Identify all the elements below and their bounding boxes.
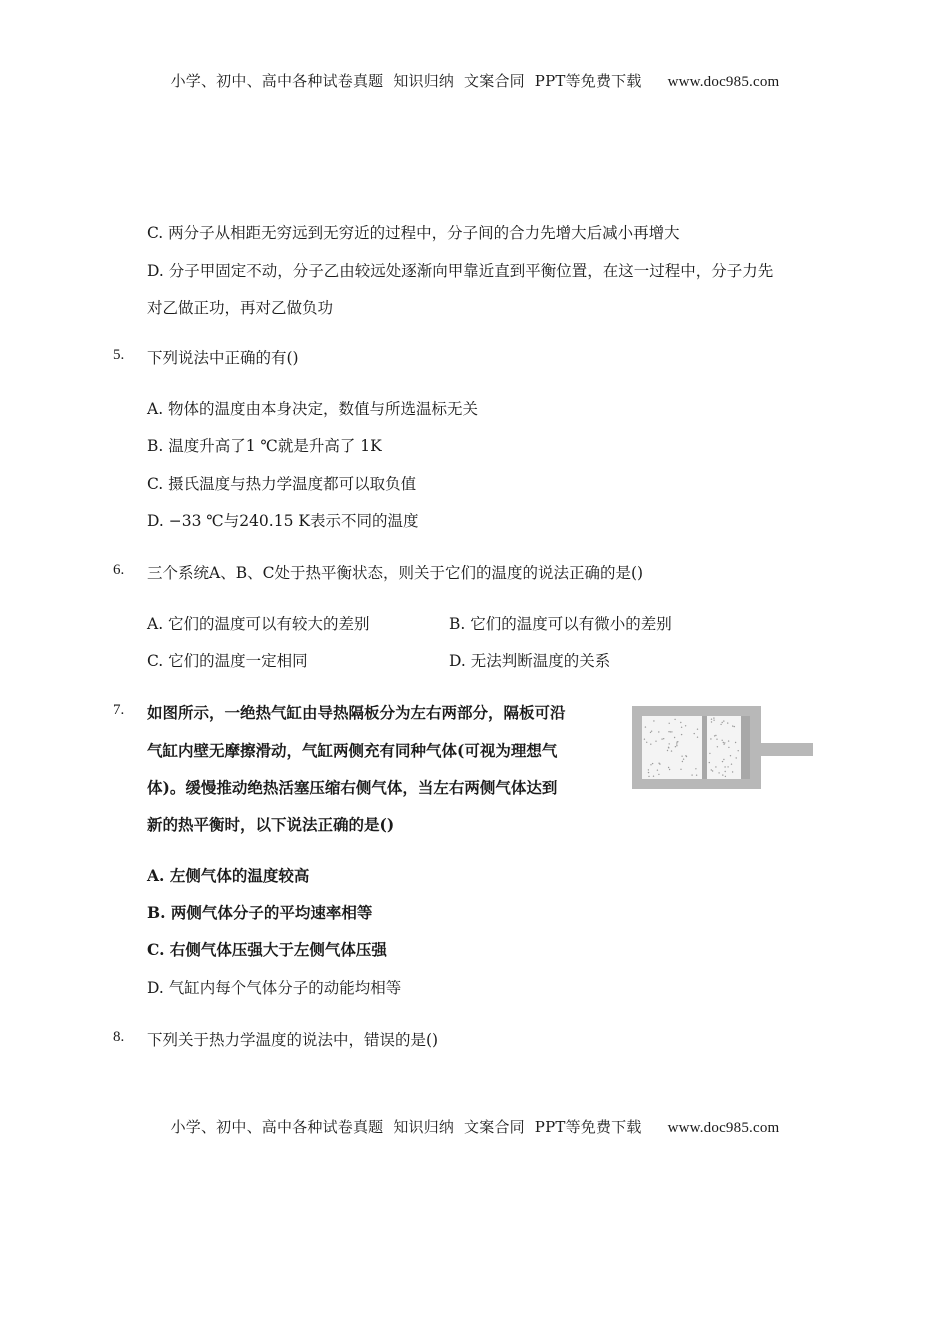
gas-molecule: [730, 755, 731, 756]
question-5-number: 5.: [113, 347, 125, 363]
gas-molecule: [709, 762, 710, 763]
gas-molecule: [718, 772, 719, 773]
question-6-option-a: A. 它们的温度可以有较大的差别: [147, 615, 370, 633]
gas-molecule: [728, 740, 729, 741]
gas-molecule: [657, 770, 658, 771]
gas-molecule: [728, 747, 729, 748]
gas-molecule: [736, 757, 737, 758]
question-5-option-d: D. −33 ℃与240.15 K表示不同的温度: [147, 512, 419, 530]
page-header: [0, 70, 950, 91]
question-7-stem-line1: 如图所示，一绝热气缸由导热隔板分为左右两部分，隔板可沿: [147, 703, 566, 722]
gas-molecule: [671, 750, 672, 751]
gas-molecule: [650, 732, 651, 733]
header-text: 小学、初中、高中各种试卷真题 知识归纳 文案合同 PPT等免费下载: [170, 72, 642, 90]
gas-molecule: [668, 747, 669, 748]
question-8-number: 8.: [113, 1029, 125, 1045]
gas-molecule: [648, 776, 649, 777]
gas-molecule: [650, 744, 651, 745]
question-7-option-a: A. 左侧气体的温度较高: [147, 866, 310, 885]
gas-molecule: [713, 717, 714, 718]
gas-molecule: [723, 744, 724, 745]
gas-molecule: [683, 759, 684, 760]
gas-molecule: [676, 743, 677, 744]
gas-molecule: [681, 756, 682, 757]
gas-molecule: [652, 763, 653, 764]
gas-molecule: [674, 737, 675, 738]
question-5-option-c: C. 摄氏温度与热力学温度都可以取负值: [147, 475, 417, 493]
gas-molecule: [711, 769, 712, 770]
prev-option-d-line2: 对乙做正功，再对乙做负功: [147, 299, 334, 317]
gas-molecule: [648, 769, 649, 770]
gas-molecule: [711, 719, 712, 720]
gas-molecule: [724, 742, 725, 743]
gas-molecule: [653, 720, 654, 721]
gas-molecule: [723, 720, 724, 721]
gas-molecule: [682, 761, 683, 762]
gas-molecule: [644, 739, 645, 740]
gas-molecule: [661, 738, 662, 739]
gas-molecule: [668, 767, 669, 768]
gas-molecule: [727, 766, 728, 767]
gas-molecule: [646, 742, 647, 743]
gas-molecule: [722, 761, 723, 762]
gas-molecule: [732, 771, 733, 772]
gas-molecule: [655, 741, 656, 742]
gas-molecule: [710, 738, 711, 739]
left-chamber: [642, 716, 702, 779]
gas-molecule: [681, 734, 682, 735]
footer-url[interactable]: www.doc985.com: [667, 1120, 780, 1136]
gas-molecule: [697, 729, 698, 730]
question-7-option-b: B. 两侧气体分子的平均速率相等: [147, 903, 373, 922]
gas-molecule: [685, 755, 686, 756]
question-7-number: 7.: [113, 702, 125, 718]
question-8-stem: 下列关于热力学温度的说法中，错误的是(): [147, 1031, 439, 1049]
gas-molecule: [676, 745, 677, 746]
question-6-option-d: D. 无法判断温度的关系: [449, 652, 611, 670]
gas-molecule: [694, 733, 695, 734]
gas-molecule: [715, 735, 716, 736]
gas-molecule: [669, 743, 670, 744]
gas-molecule: [680, 769, 681, 770]
gas-molecule: [715, 766, 716, 767]
gas-molecule: [722, 722, 723, 723]
prev-option-c: C. 两分子从相距无穷远到无穷近的过程中，分子间的合力先增大后减小再增大: [147, 224, 680, 242]
gas-molecule: [680, 722, 681, 723]
gas-molecule: [648, 772, 649, 773]
gas-molecule: [645, 726, 646, 727]
gas-molecule: [696, 775, 697, 776]
gas-molecule: [727, 722, 728, 723]
partition: [702, 716, 707, 779]
question-7-stem-line3: 体)。缓慢推动绝热活塞压缩右侧气体，当左右两侧气体达到: [147, 778, 558, 797]
gas-molecule: [695, 768, 696, 769]
gas-molecule: [691, 774, 692, 775]
question-7-stem-line4: 新的热平衡时，以下说法正确的是(): [147, 815, 395, 834]
gas-molecule: [725, 771, 726, 772]
page-footer: [0, 1116, 950, 1137]
gas-molecule: [677, 741, 678, 742]
question-5-option-a: A. 物体的温度由本身决定，数值与所选温标无关: [147, 400, 479, 418]
question-5-option-b: B. 温度升高了1 ℃就是升高了 1K: [147, 437, 382, 455]
gas-molecule: [681, 727, 682, 728]
question-7-option-c: C. 右侧气体压强大于左侧气体压强: [147, 940, 387, 959]
gas-molecule: [722, 774, 723, 775]
gas-molecule: [738, 750, 739, 751]
gas-molecule: [712, 770, 713, 771]
gas-molecule: [724, 766, 725, 767]
gas-molecule: [734, 726, 735, 727]
gas-molecule: [723, 742, 724, 743]
piston-rod: [750, 743, 813, 756]
cylinder-piston-diagram-icon: [631, 705, 815, 790]
gas-molecule: [675, 746, 676, 747]
gas-molecule: [713, 720, 714, 721]
gas-molecule: [717, 746, 718, 747]
footer-text: 小学、初中、高中各种试卷真题 知识归纳 文案合同 PPT等免费下载: [170, 1118, 642, 1136]
gas-molecule: [723, 759, 724, 760]
gas-molecule: [650, 764, 651, 765]
gas-molecule: [732, 725, 733, 726]
question-7-option-d: D. 气缸内每个气体分子的动能均相等: [147, 979, 402, 997]
prev-option-d-line1: D. 分子甲固定不动，分子乙由较远处逐渐向甲靠近直到平衡位置，在这一过程中，分子力先: [147, 262, 774, 280]
question-5-stem: 下列说法中正确的有(): [147, 349, 299, 367]
header-url[interactable]: www.doc985.com: [667, 74, 780, 90]
gas-molecule: [653, 776, 654, 777]
question-6-number: 6.: [113, 562, 125, 578]
question-6-option-c: C. 它们的温度一定相同: [147, 652, 308, 670]
question-6-stem: 三个系统A、B、C处于热平衡状态，则关于它们的温度的说法正确的是(): [147, 564, 644, 582]
right-chamber: [707, 716, 741, 779]
gas-molecule: [722, 740, 723, 741]
gas-molecule: [669, 723, 670, 724]
gas-molecule: [714, 735, 715, 736]
gas-molecule: [731, 764, 732, 765]
gas-molecule: [663, 738, 664, 739]
gas-molecule: [709, 753, 710, 754]
gas-molecule: [651, 731, 652, 732]
gas-molecule: [720, 724, 721, 725]
gas-molecule: [667, 750, 668, 751]
gas-molecule: [697, 737, 698, 738]
gas-molecule: [658, 731, 659, 732]
piston: [741, 716, 750, 779]
gas-molecule: [658, 763, 659, 764]
gas-molecule: [674, 719, 675, 720]
gas-molecule: [668, 731, 669, 732]
gas-molecule: [685, 725, 686, 726]
cylinder-piston-figure: [631, 705, 815, 790]
gas-molecule: [671, 731, 672, 732]
gas-molecule: [669, 769, 670, 770]
gas-molecule: [658, 774, 659, 775]
gas-molecule: [725, 776, 726, 777]
question-7-stem-line2: 气缸内壁无摩擦滑动，气缸两侧充有同种气体(可视为理想气: [147, 741, 558, 760]
gas-molecule: [716, 739, 717, 740]
question-6-option-b: B. 它们的温度可以有微小的差别: [449, 615, 672, 633]
gas-molecule: [735, 742, 736, 743]
gas-molecule: [711, 721, 712, 722]
gas-molecule: [670, 731, 671, 732]
